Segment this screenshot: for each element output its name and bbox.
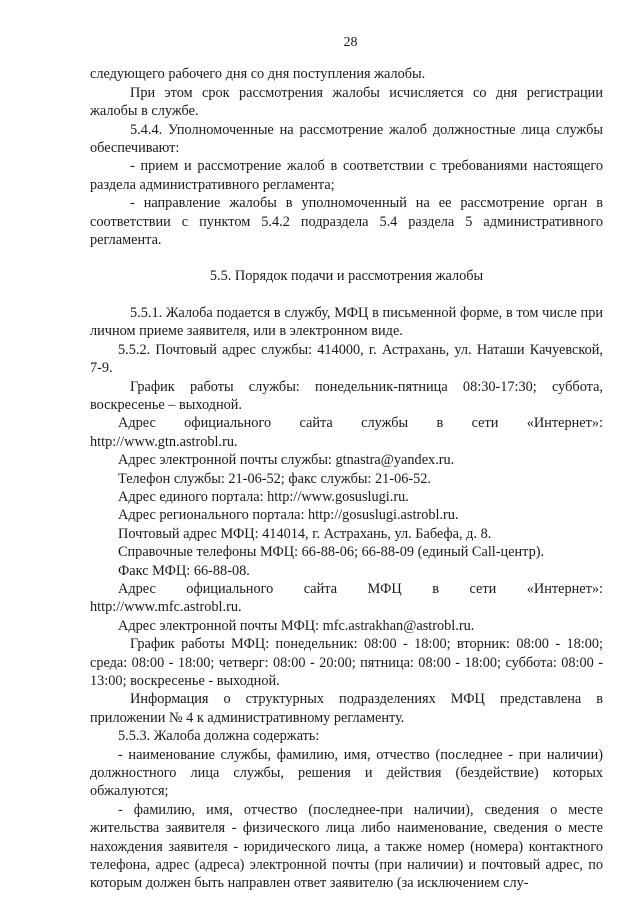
list-item-forwarding: - направление жалобы в уполномоченный на ее рассмотрение орган в соответствии с пунктом 5.4.2 подраздела 5.4 раздела 5 административного регламента. <box>90 195 603 249</box>
paragraph-service-schedule: График работы службы: понедельник-пятница 08:30-17:30; суббота, воскресенье – выходной. <box>90 378 603 413</box>
service-site-url: http://www.gtn.astrobl.ru. <box>90 433 238 450</box>
mfc-info: Информация о структурных подразделениях МФЦ представлена в приложении № 4 к административному регламенту. <box>90 691 603 726</box>
paragraph-continuation: следующего рабочего дня со дня поступления жалобы. <box>90 66 426 83</box>
word: официального <box>186 580 274 597</box>
word: МФЦ <box>367 580 402 597</box>
paragraph-review-term: При этом срок рассмотрения жалобы исчисляется со дня регистрации жалобы в службе. <box>90 84 603 120</box>
mfc-email: Адрес электронной почты МФЦ: mfc.astrakhan@astrobl.ru. <box>118 617 475 634</box>
mfc-fax: Факс МФЦ: 66-88-08. <box>118 562 250 579</box>
paragraph-5-5-1: 5.5.1. Жалоба подается в службу, МФЦ в письменной форме, в том числе при личном приеме заявителя, или в электронном виде. <box>90 304 603 340</box>
unified-portal: Адрес единого портала: http://www.gosuslugi.ru. <box>118 488 409 505</box>
mfc-postal-address: Почтовый адрес МФЦ: 414014, г. Астрахань, ул. Бабефа, д. 8. <box>118 525 492 542</box>
word: «Интернет»: <box>526 415 603 432</box>
word: службы <box>361 415 409 432</box>
mfc-schedule: График работы МФЦ: понедельник: 08:00 - 18:00; вторник: 08:00 - 18:00; среда: 08:00 - 18:00; четверг: 08:00 - 20:00; пятница: 08:00 - 18:00; суббота: 08:00 - 13:00; воскресенье - выходной. <box>90 636 603 689</box>
word: сайта <box>303 580 338 597</box>
word: официального <box>184 415 272 432</box>
mfc-site-url: http://www.mfc.astrobl.ru. <box>90 599 242 616</box>
word: Адрес <box>118 580 156 597</box>
word: в <box>432 580 439 597</box>
list-item-reception: - прием и рассмотрение жалоб в соответствии с требованиями настоящего раздела административного регламента; <box>90 158 603 193</box>
paragraph-5-5-2: 5.5.2. Почтовый адрес службы: 414000, г. Астрахань, ул. Наташи Качуевской, 7-9. <box>90 341 603 377</box>
service-phone: Телефон службы: 21-06-52; факс службы: 21-06-52. <box>118 470 432 487</box>
regional-portal: Адрес регионального портала: http://gosuslugi.astrobl.ru. <box>118 507 459 524</box>
page-number: 28 <box>343 35 358 50</box>
mfc-site-line <box>90 580 603 598</box>
word: «Интернет»: <box>526 580 603 597</box>
paragraph-5-5-3: 5.5.3. Жалоба должна содержать: <box>118 728 320 745</box>
paragraph-5-4-4: 5.4.4. Уполномоченные на рассмотрение жалоб должностные лица службы обеспечивают: <box>90 121 603 157</box>
service-site-line <box>90 414 603 432</box>
list-item-service-name: - наименование службы, фамилию, имя, отчество (последнее - при наличии) должностного лица службы, решения и действия (бездействие) которых обжалуются; <box>90 746 603 800</box>
mfc-phones: Справочные телефоны МФЦ: 66-88-06; 66-88-09 (единый Call-центр). <box>118 544 545 561</box>
list-item-applicant-info: - фамилию, имя, отчество (последнее-при наличии), сведения о месте жительства заявителя - физического лица либо наименование, сведения о месте нахождения заявителя - юридического лица, а также номер (номера) контактного телефона, адрес (адреса) электронной почты (при наличии) и почтовый адрес, по которым должен быть направлен ответ заявителю (за исключением слу- <box>90 801 603 892</box>
word: Адрес <box>118 415 156 432</box>
word: сети <box>469 580 497 597</box>
service-email: Адрес электронной почты службы: gtnastra@yandex.ru. <box>118 452 455 469</box>
word: сети <box>471 415 499 432</box>
word: сайта <box>299 415 333 432</box>
section-heading: 5.5. Порядок подачи и рассмотрения жалобы <box>209 268 484 285</box>
word: в <box>436 415 444 432</box>
